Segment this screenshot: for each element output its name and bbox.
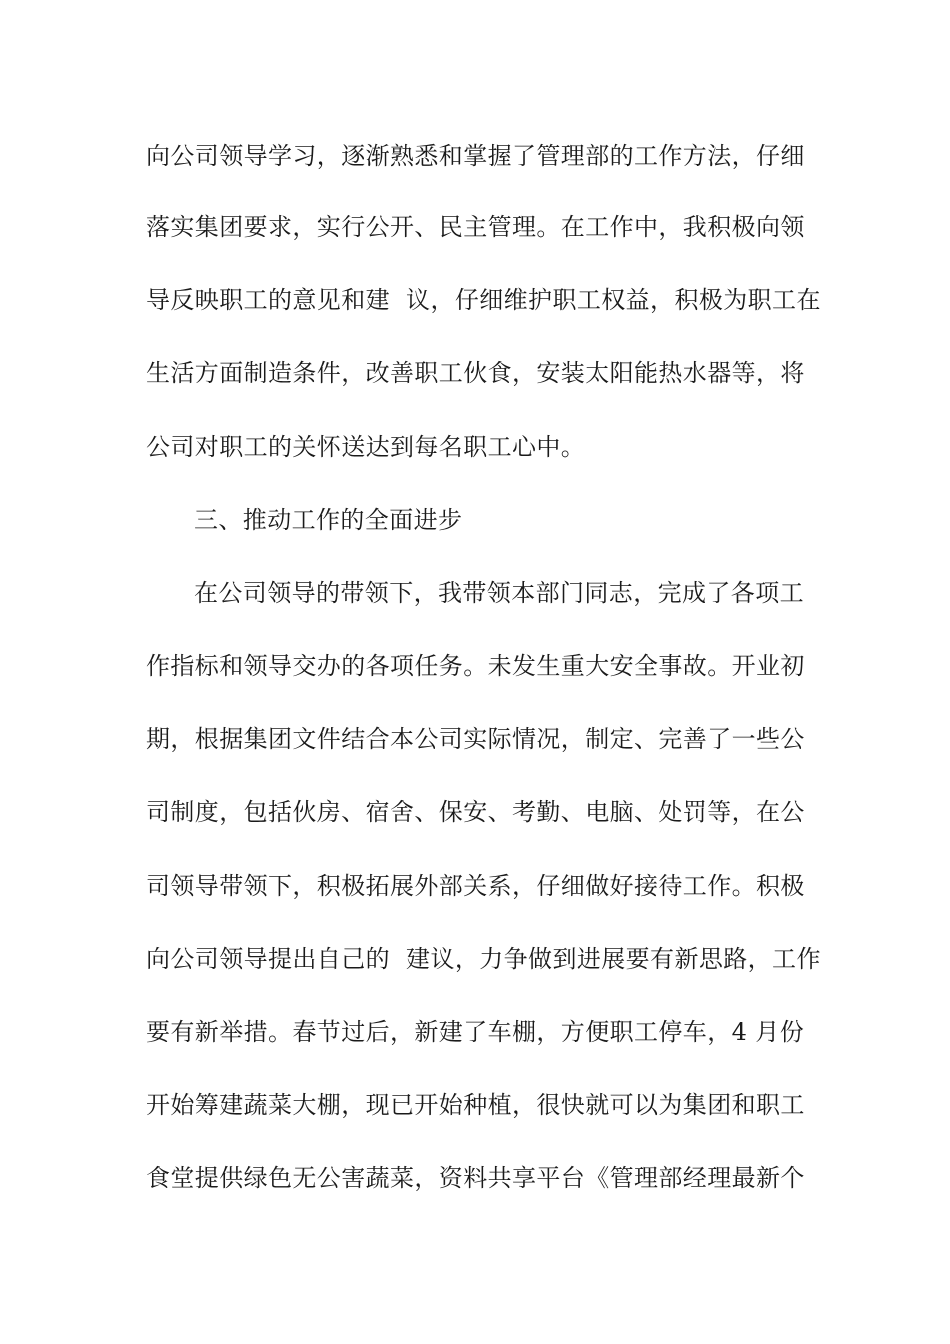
text-line: 司领导带领下，积极拓展外部关系，仔细做好接待工作。积极	[146, 872, 805, 900]
text-line: 生活方面制造条件，改善职工伙食，安装太阳能热水器等，将	[146, 359, 805, 387]
text-line: 向公司领导学习，逐渐熟悉和掌握了管理部的工作方法，仔细	[146, 142, 805, 170]
text-line: 作指标和领导交办的各项任务。未发生重大安全事故。开业初	[146, 652, 805, 680]
text-line: 食堂提供绿色无公害蔬菜，资料共享平台《管理部经理最新个	[146, 1164, 805, 1192]
text-line: 开始筹建蔬菜大棚，现已开始种植，很快就可以为集团和职工	[146, 1091, 805, 1119]
text-line: 司制度，包括伙房、宿舍、保安、考勤、电脑、处罚等，在公	[146, 798, 805, 826]
text-line: 导反映职工的意见和建 议，仔细维护职工权益，积极为职工在	[146, 286, 821, 314]
text-line: 落实集团要求，实行公开、民主管理。在工作中，我积极向领	[146, 213, 805, 241]
text-line: 向公司领导提出自己的 建议，力争做到进展要有新思路，工作	[146, 945, 821, 973]
section-heading: 三、推动工作的全面进步	[194, 506, 463, 534]
text-line: 在公司领导的带领下，我带领本部门同志，完成了各项工	[194, 579, 804, 607]
text-line: 期，根据集团文件结合本公司实际情况，制定、完善了一些公	[146, 725, 805, 753]
text-line: 公司对职工的关怀送达到每名职工心中。	[146, 433, 586, 461]
text-line: 要有新举措。春节过后，新建了车棚，方便职工停车，4 月份	[146, 1018, 805, 1046]
